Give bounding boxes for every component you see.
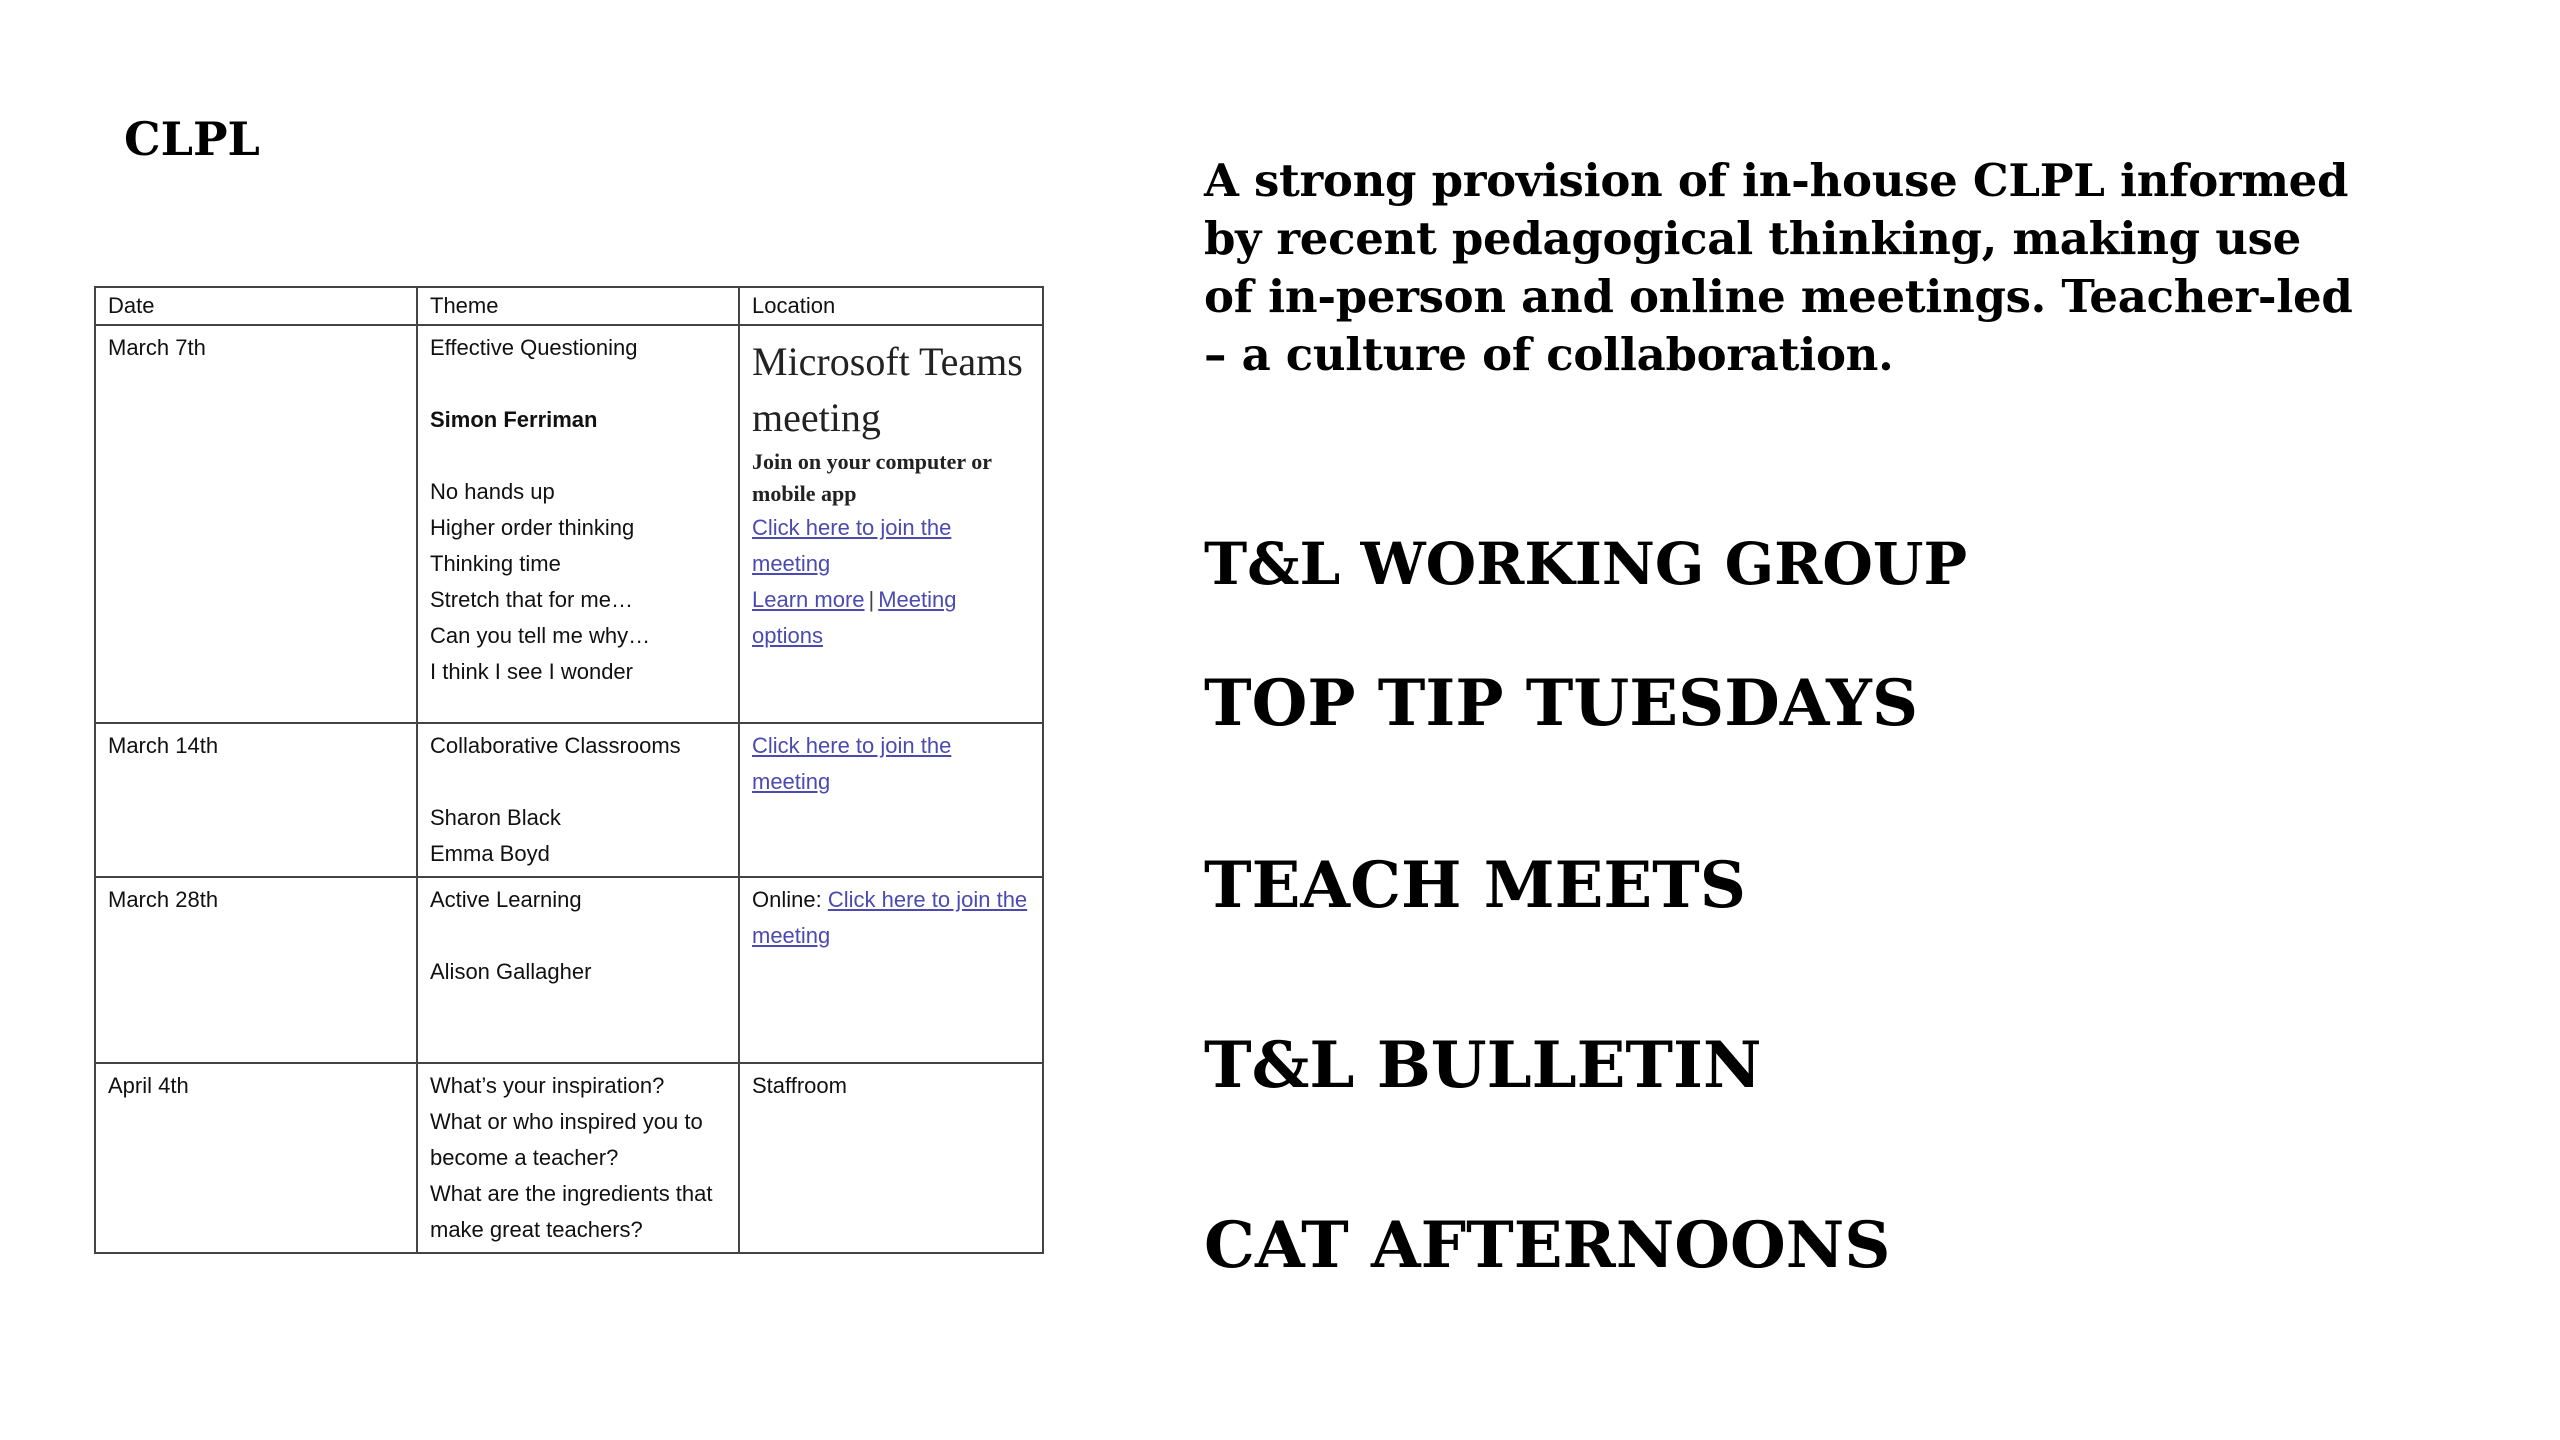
column-header-location: Location: [739, 287, 1043, 325]
date-cell: April 4th: [95, 1063, 417, 1253]
date-cell: March 28th: [95, 877, 417, 1063]
theme-cell: [417, 1063, 739, 1253]
theme-point: Can you tell me why…: [430, 623, 651, 648]
heading-top-tip-tuesdays: TOP TIP TUESDAYS: [1204, 666, 1919, 741]
heading-tl-bulletin: T&L BULLETIN: [1204, 1028, 1762, 1103]
link-separator: |: [868, 587, 875, 612]
page-title: CLPL: [124, 112, 260, 166]
date-cell: March 7th: [95, 325, 417, 723]
join-meeting-link[interactable]: Click here to join the meeting: [752, 515, 952, 576]
heading-teach-meets: TEACH MEETS: [1204, 848, 1746, 923]
date-cell: March 14th: [95, 723, 417, 877]
column-header-theme: Theme: [417, 287, 739, 325]
presenter-name: Alison Gallagher: [430, 959, 592, 984]
column-header-date: Date: [95, 287, 417, 325]
table-row: [95, 1063, 1043, 1253]
theme-cell: [417, 325, 739, 723]
theme-line: What are the ingredients that make great teachers?: [430, 1181, 713, 1242]
theme-title: Collaborative Classrooms: [430, 733, 681, 758]
teams-meeting-subtitle: Join on your computer or mobile app: [752, 449, 992, 506]
location-cell: [739, 325, 1043, 723]
theme-cell: [417, 877, 739, 1063]
location-cell: Staffroom: [739, 1063, 1043, 1253]
theme-point: Higher order thinking: [430, 515, 635, 540]
learn-more-link[interactable]: Learn more: [752, 587, 865, 612]
meeting-options-link[interactable]: Meeting options: [752, 587, 957, 648]
table-row: [95, 877, 1043, 1063]
theme-point: I think I see I wonder: [430, 659, 633, 684]
online-label: Online:: [752, 887, 822, 912]
theme-point: Stretch that for me…: [430, 587, 633, 612]
theme-line: What’s your inspiration?: [430, 1073, 665, 1098]
presenter-name: Sharon Black: [430, 805, 561, 830]
intro-text: A strong provision of in-house CLPL informed by recent pedagogical thinking, making use of in-person and online meetings. Teacher-led – a culture of collaboration.: [1204, 154, 2353, 381]
theme-point: No hands up: [430, 479, 555, 504]
join-meeting-link[interactable]: Click here to join the meeting: [752, 733, 952, 794]
join-meeting-link[interactable]: Click here to join the meeting: [752, 887, 1028, 948]
theme-cell: [417, 723, 739, 877]
presenter-name: Simon Ferriman: [430, 407, 598, 432]
table-row: [95, 723, 1043, 877]
theme-title: Active Learning: [430, 887, 582, 912]
table-row: [95, 325, 1043, 723]
location-cell: [739, 723, 1043, 877]
heading-cat-afternoons: CAT AFTERNOONS: [1204, 1208, 1891, 1283]
heading-tl-working-group: T&L WORKING GROUP: [1204, 530, 1968, 598]
meeting-links-line: [752, 582, 1030, 654]
theme-point: Thinking time: [430, 551, 561, 576]
clpl-schedule-table: [94, 286, 1044, 1254]
theme-line: What or who inspired you to become a teacher?: [430, 1109, 703, 1170]
presenter-name: Emma Boyd: [430, 841, 550, 866]
table-header-row: [95, 287, 1043, 325]
teams-meeting-title: Microsoft Teams meeting: [752, 339, 1023, 440]
location-cell: [739, 877, 1043, 1063]
theme-title: Effective Questioning: [430, 335, 638, 360]
